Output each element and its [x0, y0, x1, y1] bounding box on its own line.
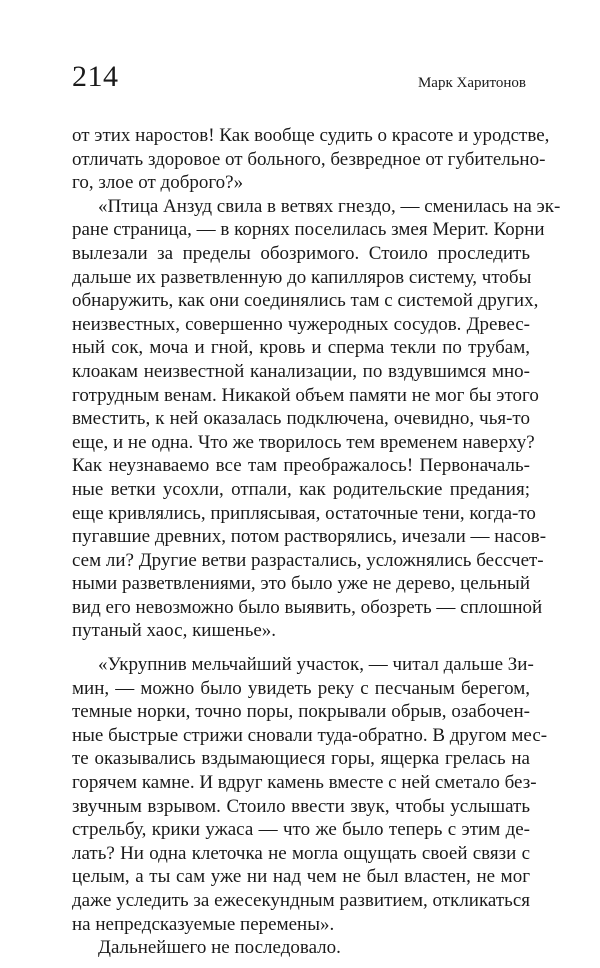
text-line: готрудным венам. Никакой объем памяти не мог бы этого	[72, 384, 539, 406]
text-line: стрельбу, крики ужаса — что же было теперь с этим де-	[72, 819, 530, 841]
text-line: дальше их разветвленную до капилляров систему, чтобы	[72, 266, 532, 288]
text-line: Как неузнаваемо все там преображалось! Первоначаль-	[72, 455, 530, 477]
text-line: темные норки, точно поры, покрывали обрыв, озабочен-	[72, 701, 530, 723]
text-line: пугавшие древних, потом растворялись, ичезали — насов-	[72, 526, 547, 548]
text-line: звучным взрывом. Стоило ввести звук, чтобы услышать	[72, 795, 530, 817]
text-line: путаный хаос, кишенье».	[72, 620, 277, 642]
text-line: клоакам неизвестной канализации, по вздувшимся мно-	[72, 360, 530, 382]
text-line: мин, — можно было увидеть реку с песчаным берегом,	[72, 677, 530, 699]
text-line: «Птица Анзуд свила в ветвях гнездо, — сменилась на эк-	[98, 195, 561, 217]
text-line: еще, и не одна. Что же творилось тем временем наверху?	[72, 431, 535, 453]
text-line: «Укрупнив мельчайший участок, — читал дальше Зи-	[98, 654, 534, 676]
running-head-author: Марк Харитонов	[417, 75, 526, 91]
text-line: те оказывались вздымающиеся горы, ящерка грелась на	[72, 748, 530, 770]
paragraph	[72, 936, 530, 960]
text-line: го, злое от доброго?»	[72, 172, 244, 194]
text-line: вместить, к ней оказалась подключена, очевидно, чья-то	[72, 408, 530, 430]
text-line: горячем камне. И вдруг камень вместе с ней сметало без-	[72, 772, 537, 794]
text-line: Дальнейшего не последовало.	[98, 937, 341, 959]
text-line: от этих наростов! Как вообще судить о красоте и уродстве,	[72, 125, 550, 146]
text-line: ные быстрые стрижи сновали туда-обратно. В другом мес-	[72, 724, 548, 746]
text-line: сем ли? Другие ветви разрастались, усложнялись бессчет-	[72, 549, 544, 571]
text-line: обнаружить, как они соединялись там с системой других,	[72, 290, 539, 312]
text-line: ране страница, — в корнях поселилась змея Мерит. Корни	[72, 219, 545, 241]
text-line: вид его невозможно было выявить, обозреть — сплошной	[72, 596, 543, 618]
text-line: неизвестных, совершенно чужеродных сосудов. Древес-	[72, 313, 530, 335]
text-line: ные ветки усохли, отпали, как родительские предания;	[72, 478, 530, 500]
paragraph	[72, 195, 561, 643]
text-line: ными разветвлениями, это было уже не дерево, цельный	[72, 573, 530, 595]
text-line: вылезали за пределы обозримого. Стоило проследить	[72, 242, 530, 264]
text-line: ный сок, моча и гной, кровь и сперма текли по трубам,	[72, 337, 530, 359]
text-line: еще кривлялись, приплясывая, остаточные тени, когда-то	[72, 502, 536, 524]
page-number: 214	[72, 60, 119, 93]
text-body	[72, 124, 561, 960]
paragraph	[72, 653, 548, 936]
text-line: даже уследить за ежесекундным развитием, откликаться	[72, 890, 530, 911]
paragraph-gap	[72, 643, 530, 653]
text-line: отличать здоровое от больного, безвредное от губительно-	[72, 148, 546, 170]
text-line: целым, а ты сам уже ни над чем не был властен, не мог	[72, 866, 530, 888]
paragraph-continued	[72, 124, 550, 195]
text-line: лать? Ни одна клеточка не могла ощущать своей связи с	[72, 842, 530, 864]
text-line: на непредсказуемые перемены».	[72, 913, 335, 935]
